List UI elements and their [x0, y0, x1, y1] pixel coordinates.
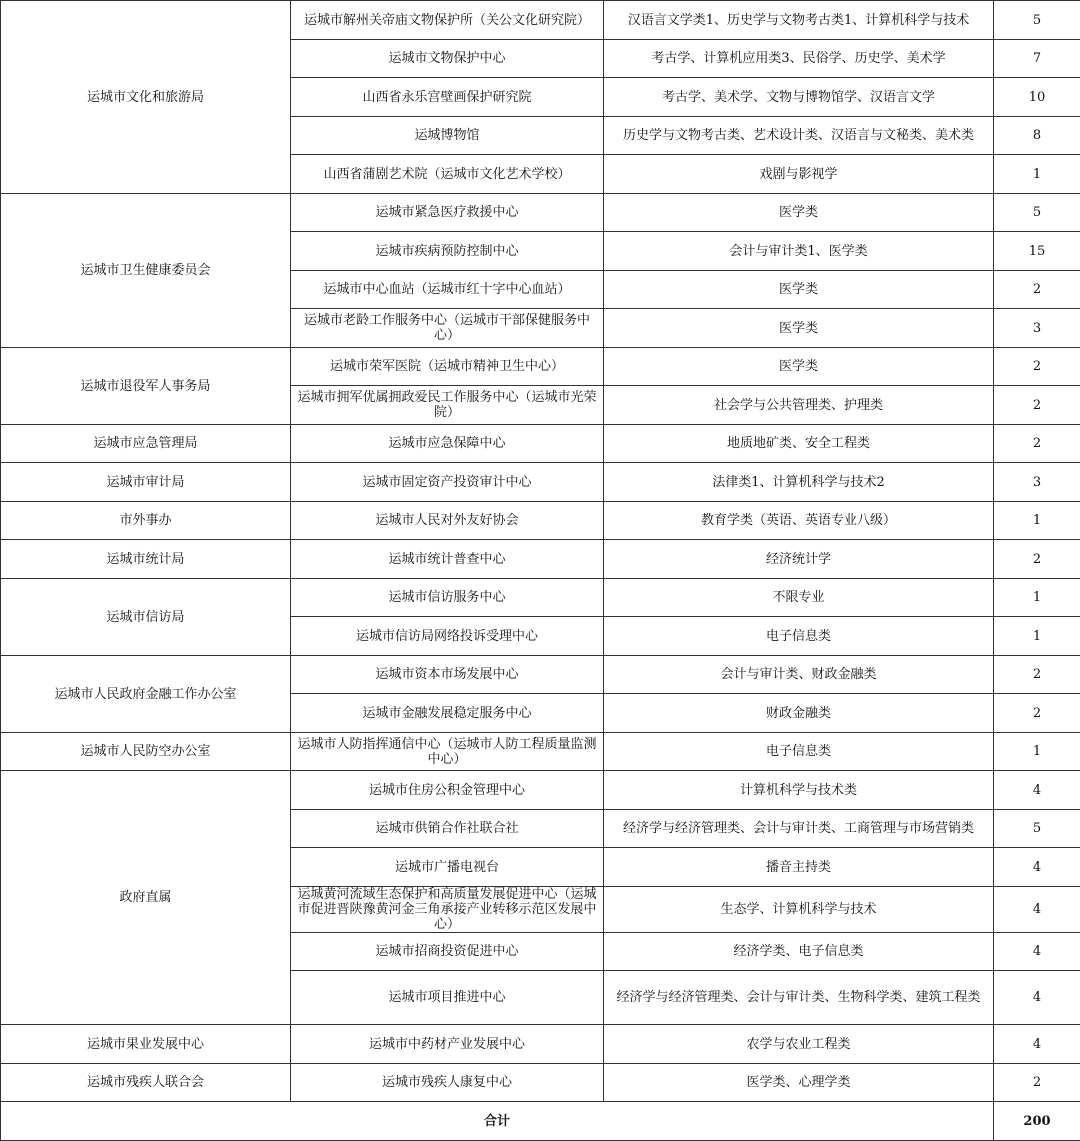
department-cell: 政府直属 [1, 771, 291, 1025]
count-cell: 2 [994, 386, 1080, 425]
count-cell: 1 [994, 155, 1080, 194]
count-cell: 2 [994, 1064, 1080, 1102]
count-cell: 4 [994, 933, 1080, 971]
major-cell: 医学类 [604, 348, 994, 386]
major-cell: 生态学、计算机科学与技术 [604, 887, 994, 933]
count-cell: 2 [994, 348, 1080, 386]
major-cell: 医学类、心理学类 [604, 1064, 994, 1102]
table-row [1, 771, 1080, 810]
unit-cell: 运城市招商投资促进中心 [291, 933, 604, 971]
table-row [1, 656, 1080, 694]
table-row [1, 579, 1080, 617]
unit-cell: 运城市统计普查中心 [291, 540, 604, 579]
table-row [1, 348, 1080, 386]
count-cell: 10 [994, 78, 1080, 117]
table-body [1, 1, 1080, 1141]
unit-cell: 运城市紧急医疗救援中心 [291, 194, 604, 232]
department-cell: 运城市统计局 [1, 540, 291, 579]
table-row [1, 1064, 1080, 1102]
major-cell: 经济学与经济管理类、会计与审计类、生物科学类、建筑工程类 [604, 971, 994, 1025]
unit-cell: 运城市中药材产业发展中心 [291, 1025, 604, 1064]
department-cell: 运城市卫生健康委员会 [1, 194, 291, 348]
major-cell: 农学与农业工程类 [604, 1025, 994, 1064]
count-cell: 3 [994, 463, 1080, 502]
table-row [1, 1, 1080, 40]
department-cell: 运城市信访局 [1, 579, 291, 656]
major-cell: 播音主持类 [604, 848, 994, 887]
count-cell: 15 [994, 232, 1080, 271]
department-cell: 运城市人民防空办公室 [1, 733, 291, 771]
count-cell: 1 [994, 733, 1080, 771]
major-cell: 汉语言文学类1、历史学与文物考古类1、计算机科学与技术 [604, 1, 994, 40]
major-cell: 经济统计学 [604, 540, 994, 579]
unit-cell: 运城市金融发展稳定服务中心 [291, 694, 604, 733]
unit-cell: 运城市信访局网络投诉受理中心 [291, 617, 604, 656]
table-row [1, 425, 1080, 463]
department-cell: 运城市应急管理局 [1, 425, 291, 463]
table-row [1, 502, 1080, 540]
unit-cell: 运城市项目推进中心 [291, 971, 604, 1025]
major-cell: 不限专业 [604, 579, 994, 617]
unit-cell: 运城市疾病预防控制中心 [291, 232, 604, 271]
count-cell: 1 [994, 502, 1080, 540]
total-value: 200 [994, 1102, 1080, 1141]
major-cell: 电子信息类 [604, 617, 994, 656]
department-cell: 运城市果业发展中心 [1, 1025, 291, 1064]
unit-cell: 运城市人民对外友好协会 [291, 502, 604, 540]
count-cell: 5 [994, 194, 1080, 232]
major-cell: 社会学与公共管理类、护理类 [604, 386, 994, 425]
table-row [1, 733, 1080, 771]
count-cell: 2 [994, 656, 1080, 694]
major-cell: 医学类 [604, 271, 994, 309]
major-cell: 计算机科学与技术类 [604, 771, 994, 810]
unit-cell: 运城市固定资产投资审计中心 [291, 463, 604, 502]
count-cell: 2 [994, 425, 1080, 463]
count-cell: 2 [994, 694, 1080, 733]
major-cell: 会计与审计类、财政金融类 [604, 656, 994, 694]
unit-cell: 运城市拥军优属拥政爱民工作服务中心（运城市光荣院） [291, 386, 604, 425]
count-cell: 4 [994, 771, 1080, 810]
department-cell: 运城市文化和旅游局 [1, 1, 291, 194]
count-cell: 2 [994, 540, 1080, 579]
major-cell: 地质地矿类、安全工程类 [604, 425, 994, 463]
table-row [1, 194, 1080, 232]
unit-cell: 山西省永乐宫壁画保护研究院 [291, 78, 604, 117]
count-cell: 1 [994, 617, 1080, 656]
count-cell: 1 [994, 579, 1080, 617]
department-cell: 运城市审计局 [1, 463, 291, 502]
unit-cell: 运城市文物保护中心 [291, 40, 604, 78]
count-cell: 5 [994, 1, 1080, 40]
unit-cell: 运城市解州关帝庙文物保护所（关公文化研究院） [291, 1, 604, 40]
major-cell: 法律类1、计算机科学与技术2 [604, 463, 994, 502]
major-cell: 经济学与经济管理类、会计与审计类、工商管理与市场营销类 [604, 810, 994, 848]
table-row [1, 1025, 1080, 1064]
total-label: 合计 [1, 1102, 994, 1141]
unit-cell: 运城市应急保障中心 [291, 425, 604, 463]
unit-cell: 运城博物馆 [291, 117, 604, 155]
unit-cell: 运城市残疾人康复中心 [291, 1064, 604, 1102]
major-cell: 医学类 [604, 194, 994, 232]
count-cell: 8 [994, 117, 1080, 155]
unit-cell: 运城市广播电视台 [291, 848, 604, 887]
table-row [1, 540, 1080, 579]
department-cell: 运城市残疾人联合会 [1, 1064, 291, 1102]
major-cell: 会计与审计类1、医学类 [604, 232, 994, 271]
count-cell: 7 [994, 40, 1080, 78]
table-row [1, 463, 1080, 502]
count-cell: 4 [994, 887, 1080, 933]
unit-cell: 运城市信访服务中心 [291, 579, 604, 617]
major-cell: 经济学类、电子信息类 [604, 933, 994, 971]
unit-cell: 运城市资本市场发展中心 [291, 656, 604, 694]
count-cell: 5 [994, 810, 1080, 848]
count-cell: 4 [994, 1025, 1080, 1064]
total-row [1, 1102, 1080, 1141]
major-cell: 考古学、计算机应用类3、民俗学、历史学、美术学 [604, 40, 994, 78]
department-cell: 市外事办 [1, 502, 291, 540]
major-cell: 电子信息类 [604, 733, 994, 771]
department-cell: 运城市退役军人事务局 [1, 348, 291, 425]
unit-cell: 运城市老龄工作服务中心（运城市干部保健服务中心） [291, 309, 604, 348]
unit-cell: 运城黄河流域生态保护和高质量发展促进中心（运城市促进晋陕豫黄河金三角承接产业转移示范区发展中心） [291, 887, 604, 933]
major-cell: 医学类 [604, 309, 994, 348]
major-cell: 戏剧与影视学 [604, 155, 994, 194]
major-cell: 考古学、美术学、文物与博物馆学、汉语言文学 [604, 78, 994, 117]
unit-cell: 运城市住房公积金管理中心 [291, 771, 604, 810]
count-cell: 4 [994, 971, 1080, 1025]
major-cell: 财政金融类 [604, 694, 994, 733]
department-cell: 运城市人民政府金融工作办公室 [1, 656, 291, 733]
unit-cell: 山西省蒲剧艺术院（运城市文化艺术学校） [291, 155, 604, 194]
unit-cell: 运城市中心血站（运城市红十字中心血站） [291, 271, 604, 309]
count-cell: 3 [994, 309, 1080, 348]
count-cell: 4 [994, 848, 1080, 887]
major-cell: 教育学类（英语、英语专业八级） [604, 502, 994, 540]
unit-cell: 运城市供销合作社联合社 [291, 810, 604, 848]
count-cell: 2 [994, 271, 1080, 309]
unit-cell: 运城市荣军医院（运城市精神卫生中心） [291, 348, 604, 386]
major-cell: 历史学与文物考古类、艺术设计类、汉语言与文秘类、美术类 [604, 117, 994, 155]
unit-cell: 运城市人防指挥通信中心（运城市人防工程质量监测中心） [291, 733, 604, 771]
